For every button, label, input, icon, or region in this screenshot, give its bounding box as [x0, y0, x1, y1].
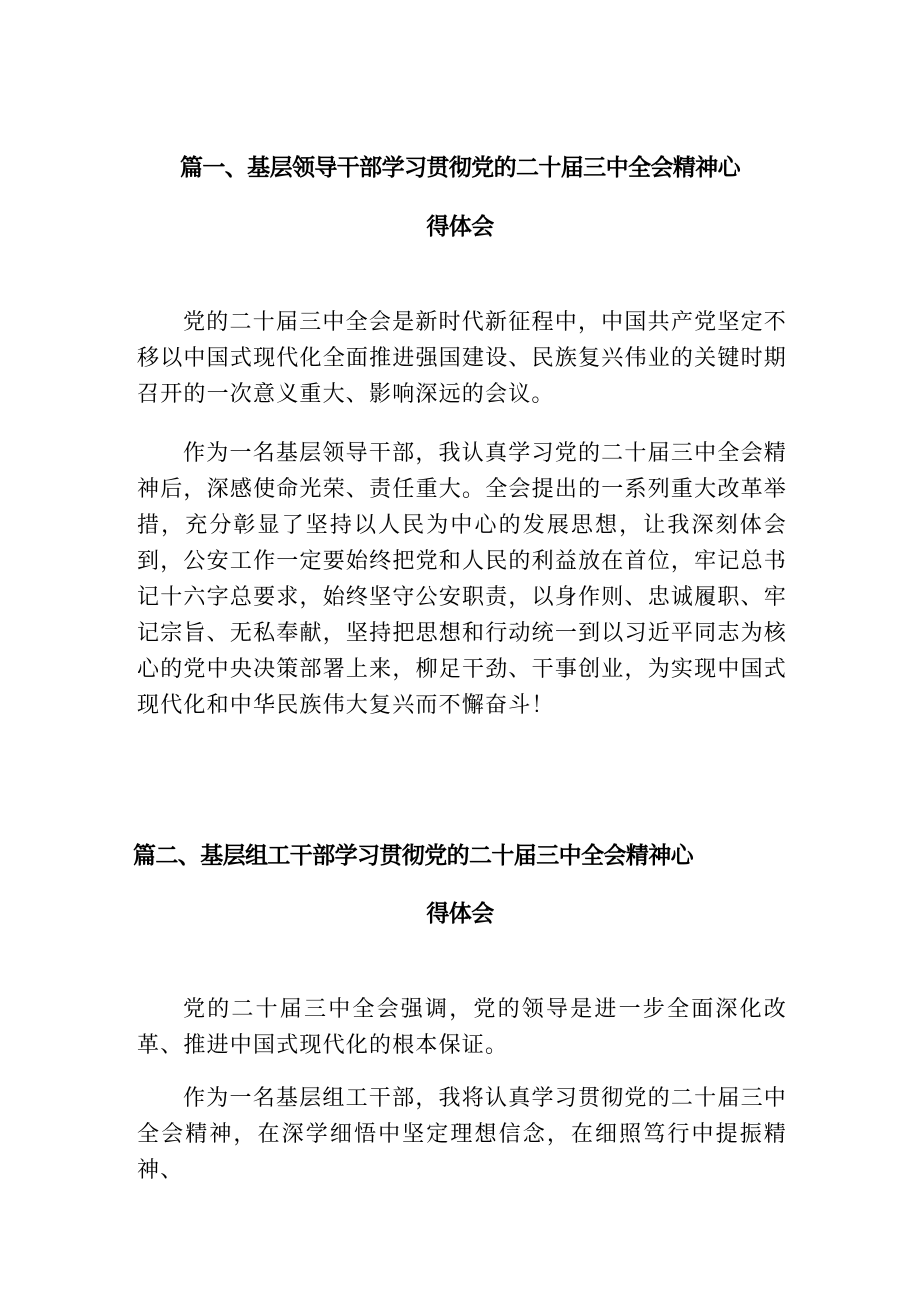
article2-title	[0, 841, 920, 871]
article1-title-line2: 得体会	[426, 214, 494, 240]
article2-paragraph-1: 党的二十届三中全会强调，党的领导是进一步全面深化改革、推进中国式现代化的根本保证。	[137, 997, 787, 1058]
article1-title-line1: 篇一、基层领导干部学习贯彻党的二十届三中全会精神心	[179, 155, 740, 181]
article1-paragraph-1: 党的二十届三中全会是新时代新征程中，中国共产党坚定不移以中国式现代化全面推进强国建设、民族复兴伟业的关键时期召开的一次意义重大、影响深远的会议。	[137, 310, 787, 407]
article1-title	[0, 153, 920, 183]
article2-title-line1: 篇二、基层组工干部学习贯彻党的二十届三中全会精神心	[133, 843, 694, 869]
article2-paragraph-2: 作为一名基层组工干部，我将认真学习贯彻党的二十届三中全会精神，在深学细悟中坚定理想信念，在细照笃行中提振精神、	[137, 1086, 787, 1183]
article2-title-line2: 得体会	[426, 901, 494, 927]
article1-paragraph-2: 作为一名基层领导干部，我认真学习党的二十届三中全会精神后，深感使命光荣、责任重大。全会提出的一系列重大改革举措，充分彰显了坚持以人民为中心的发展思想，让我深刻体会到，公安工作一定要始终把党和人民的利益放在首位，牢记总书记十六字总要求，始终坚守公安职责，以身作则、忠诚履职、牢记宗旨、无私奉献，坚持把思想和行动统一到以习近平同志为核心的党中央决策部署上来，柳足干劲、干事创业，为实现中国式现代化和中华民族伟大复兴而不懈奋斗！	[137, 441, 787, 718]
article2-title-cont	[0, 899, 920, 929]
article1-title-cont	[0, 212, 920, 242]
